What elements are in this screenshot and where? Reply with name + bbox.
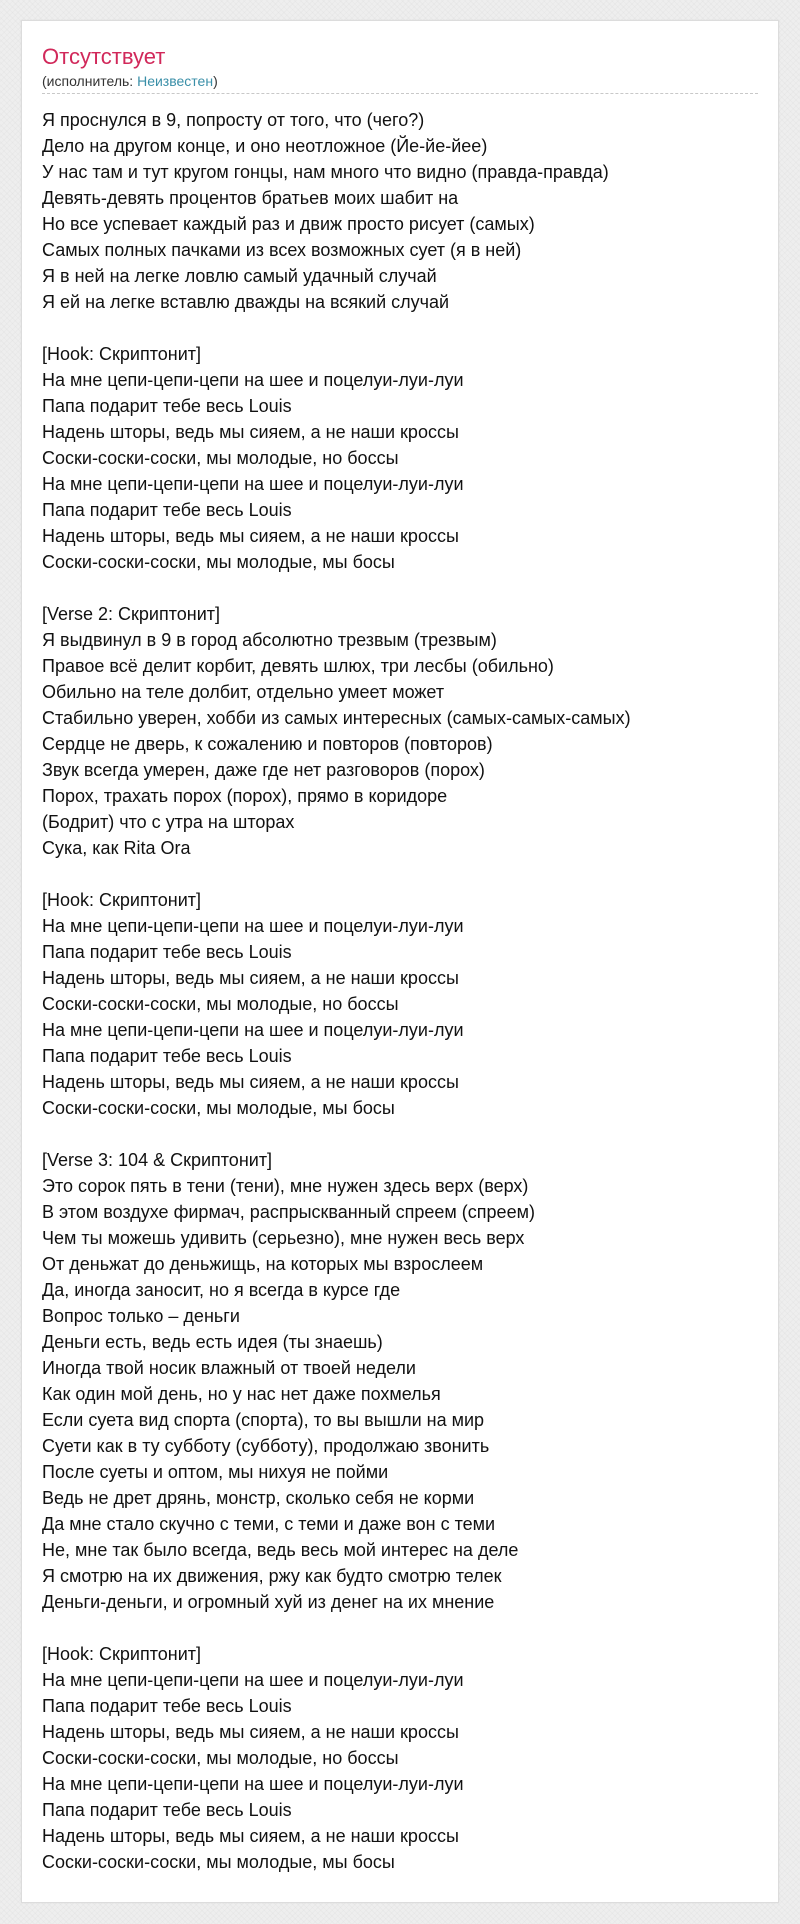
lyric-line: [Hook: Скриптонит] <box>42 1644 202 1664</box>
lyric-line: Соски-соски-соски, мы молодые, но боссы <box>42 1748 399 1768</box>
lyric-line: [Hook: Скриптонит] <box>42 344 202 364</box>
lyric-line: Вопрос только – деньги <box>42 1306 240 1326</box>
lyric-line: Папа подарит тебе весь Louis <box>42 500 292 520</box>
artist-prefix: (исполнитель: <box>42 73 138 89</box>
lyric-line: Ведь не дрет дрянь, монстр, сколько себя не корми <box>42 1488 475 1508</box>
lyric-line: На мне цепи-цепи-цепи на шее и поцелуи-луи-луи <box>42 1020 464 1040</box>
lyric-line: Я выдвинул в 9 в город абсолютно трезвым (трезвым) <box>42 630 497 650</box>
artist-line <box>42 72 758 90</box>
lyrics-stanza <box>42 1147 762 1615</box>
lyric-line: Папа подарит тебе весь Louis <box>42 1800 292 1820</box>
artist-suffix: ) <box>213 73 218 89</box>
lyric-line: Чем ты можешь удивить (серьезно), мне нужен весь верх <box>42 1228 525 1248</box>
lyric-line: Звук всегда умерен, даже где нет разговоров (порох) <box>42 760 485 780</box>
song-title: Отсутствует <box>42 44 166 69</box>
lyric-line: После суеты и оптом, мы нихуя не пойми <box>42 1462 389 1482</box>
lyric-line: Надень шторы, ведь мы сияем, а не наши кроссы <box>42 422 459 442</box>
lyric-line: Надень шторы, ведь мы сияем, а не наши кроссы <box>42 1072 459 1092</box>
lyric-line: Стабильно уверен, хобби из самых интересных (самых-самых-самых) <box>42 708 631 728</box>
lyric-line: Да, иногда заносит, но я всегда в курсе где <box>42 1280 401 1300</box>
lyric-line: На мне цепи-цепи-цепи на шее и поцелуи-луи-луи <box>42 1670 464 1690</box>
lyric-line: Папа подарит тебе весь Louis <box>42 942 292 962</box>
lyric-line: Порох, трахать порох (порох), прямо в коридоре <box>42 786 448 806</box>
lyric-line: Папа подарит тебе весь Louis <box>42 1046 292 1066</box>
lyrics-stanza <box>42 887 762 1121</box>
lyric-line: На мне цепи-цепи-цепи на шее и поцелуи-луи-луи <box>42 1774 464 1794</box>
lyric-line: Обильно на теле долбит, отдельно умеет может <box>42 682 445 702</box>
lyrics-stanza <box>42 601 762 861</box>
lyric-line: Я ей на легке вставлю дважды на всякий случай <box>42 292 450 312</box>
lyric-line: На мне цепи-цепи-цепи на шее и поцелуи-луи-луи <box>42 474 464 494</box>
lyric-line: В этом воздухе фирмач, распрыскванный спреем (спреем) <box>42 1202 535 1222</box>
lyric-line: Как один мой день, но у нас нет даже похмелья <box>42 1384 441 1404</box>
lyric-line: Суети как в ту субботу (субботу), продолжаю звонить <box>42 1436 490 1456</box>
lyric-line: [Verse 2: Скриптонит] <box>42 604 221 624</box>
lyric-line: Надень шторы, ведь мы сияем, а не наши кроссы <box>42 1722 459 1742</box>
lyrics-text <box>42 107 762 1901</box>
lyric-line: Это сорок пять в тени (тени), мне нужен здесь верх (верх) <box>42 1176 529 1196</box>
lyric-line: Если суета вид спорта (спорта), то вы вышли на мир <box>42 1410 485 1430</box>
lyric-line: Соски-соски-соски, мы молодые, но боссы <box>42 448 399 468</box>
lyric-line: Не, мне так было всегда, ведь весь мой интерес на деле <box>42 1540 519 1560</box>
lyrics-stanza <box>42 107 762 315</box>
lyric-line: Папа подарит тебе весь Louis <box>42 1696 292 1716</box>
lyric-line: Надень шторы, ведь мы сияем, а не наши кроссы <box>42 526 459 546</box>
lyric-line: Девять-девять процентов братьев моих шабит на <box>42 188 459 208</box>
lyric-line: На мне цепи-цепи-цепи на шее и поцелуи-луи-луи <box>42 370 464 390</box>
lyric-line: Я проснулся в 9, попросту от того, что (чего?) <box>42 110 425 130</box>
lyric-line: Соски-соски-соски, мы молодые, мы босы <box>42 552 395 572</box>
lyric-line: Да мне стало скучно с теми, с теми и даже вон с теми <box>42 1514 496 1534</box>
song-header <box>42 44 758 90</box>
lyric-line: Надень шторы, ведь мы сияем, а не наши кроссы <box>42 968 459 988</box>
lyric-line: Папа подарит тебе весь Louis <box>42 396 292 416</box>
lyric-line: Сука, как Rita Ora <box>42 838 191 858</box>
lyric-line: Соски-соски-соски, мы молодые, мы босы <box>42 1098 395 1118</box>
lyrics-card <box>21 20 779 1903</box>
lyric-line: Деньги-деньги, и огромный хуй из денег на их мнение <box>42 1592 495 1612</box>
lyric-line: Я смотрю на их движения, ржу как будто смотрю телек <box>42 1566 502 1586</box>
lyrics-stanza <box>42 1641 762 1875</box>
lyric-line: У нас там и тут кругом гонцы, нам много что видно (правда-правда) <box>42 162 609 182</box>
artist-link[interactable]: Неизвестен <box>137 73 214 89</box>
lyrics-stanza <box>42 341 762 575</box>
lyric-line: (Бодрит) что с утра на шторах <box>42 812 295 832</box>
header-divider <box>42 93 758 94</box>
lyric-line: Деньги есть, ведь есть идея (ты знаешь) <box>42 1332 383 1352</box>
lyric-line: Соски-соски-соски, мы молодые, мы босы <box>42 1852 395 1872</box>
lyric-line: Иногда твой носик влажный от твоей недели <box>42 1358 416 1378</box>
lyric-line: Я в ней на легке ловлю самый удачный случай <box>42 266 437 286</box>
lyric-line: Правое всё делит корбит, девять шлюх, три лесбы (обильно) <box>42 656 554 676</box>
lyric-line: Но все успевает каждый раз и движ просто рисует (самых) <box>42 214 535 234</box>
lyric-line: От деньжат до деньжищь, на которых мы взрослеем <box>42 1254 484 1274</box>
lyric-line: Соски-соски-соски, мы молодые, но боссы <box>42 994 399 1014</box>
lyric-line: На мне цепи-цепи-цепи на шее и поцелуи-луи-луи <box>42 916 464 936</box>
lyric-line: [Hook: Скриптонит] <box>42 890 202 910</box>
lyric-line: Дело на другом конце, и оно неотложное (Йе-йе-йее) <box>42 136 488 156</box>
lyric-line: Сердце не дверь, к сожалению и повторов (повторов) <box>42 734 493 754</box>
lyric-line: [Verse 3: 104 & Скриптонит] <box>42 1150 273 1170</box>
lyric-line: Самых полных пачками из всех возможных сует (я в ней) <box>42 240 522 260</box>
lyric-line: Надень шторы, ведь мы сияем, а не наши кроссы <box>42 1826 459 1846</box>
